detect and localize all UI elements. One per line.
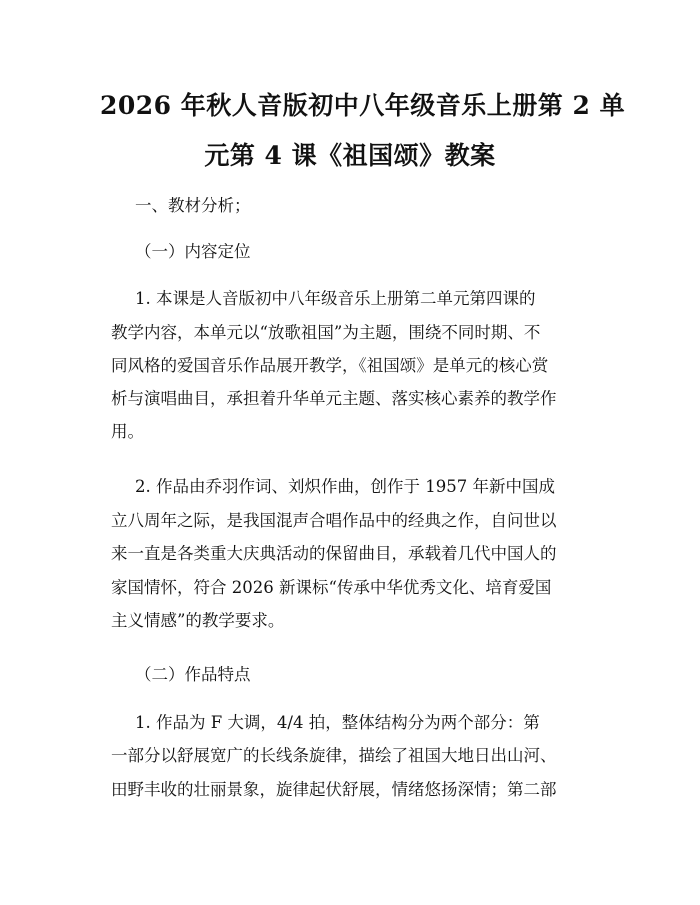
paragraph-1-line-2: 教学内容，本单元以“放歌祖国”为主题，围绕不同时期、不 xyxy=(111,323,541,342)
paragraph-3-line-2: 一部分以舒展宽广的长线条旋律，描绘了祖国大地日出山河、 xyxy=(111,746,557,765)
paragraph-3-line-1: 1. 作品为 F 大调，4/4 拍，整体结构分为两个部分：第 xyxy=(135,713,540,732)
paragraph-2-line-5: 主义情感”的教学要求。 xyxy=(111,611,285,630)
paragraph-2-line-2: 立八周年之际，是我国混声合唱作品中的经典之作，自问世以 xyxy=(111,511,557,530)
subsection-heading-1: （一）内容定位 xyxy=(135,242,251,261)
paragraph-2-line-3: 来一直是各类重大庆典活动的保留曲目，承载着几代中国人的 xyxy=(111,544,557,563)
paragraph-1-line-4: 析与演唱曲目，承担着升华单元主题、落实核心素养的教学作 xyxy=(111,389,557,408)
paragraph-1-line-5: 用。 xyxy=(111,422,144,441)
paragraph-1-line-3: 同风格的爱国音乐作品展开教学，《祖国颂》是单元的核心赏 xyxy=(111,356,549,375)
paragraph-1-line-1: 1. 本课是人音版初中八年级音乐上册第二单元第四课的 xyxy=(135,289,536,308)
section-heading-1: 一、教材分析； xyxy=(135,196,251,215)
document-title-line-1: 2026 年秋人音版初中八年级音乐上册第 2 单 xyxy=(100,91,626,120)
paragraph-3-line-3: 田野丰收的壮丽景象，旋律起伏舒展，情绪悠扬深情；第二部 xyxy=(111,780,557,799)
paragraph-2-line-1: 2. 作品由乔羽作词、刘炽作曲，创作于 1957 年新中国成 xyxy=(135,477,555,496)
paragraph-2-line-4: 家国情怀，符合 2026 新课标“传承中华优秀文化、培育爱国 xyxy=(111,578,552,597)
subsection-heading-2: （二）作品特点 xyxy=(135,665,251,684)
document-title-line-2: 元第 4 课《祖国颂》教案 xyxy=(204,141,496,170)
